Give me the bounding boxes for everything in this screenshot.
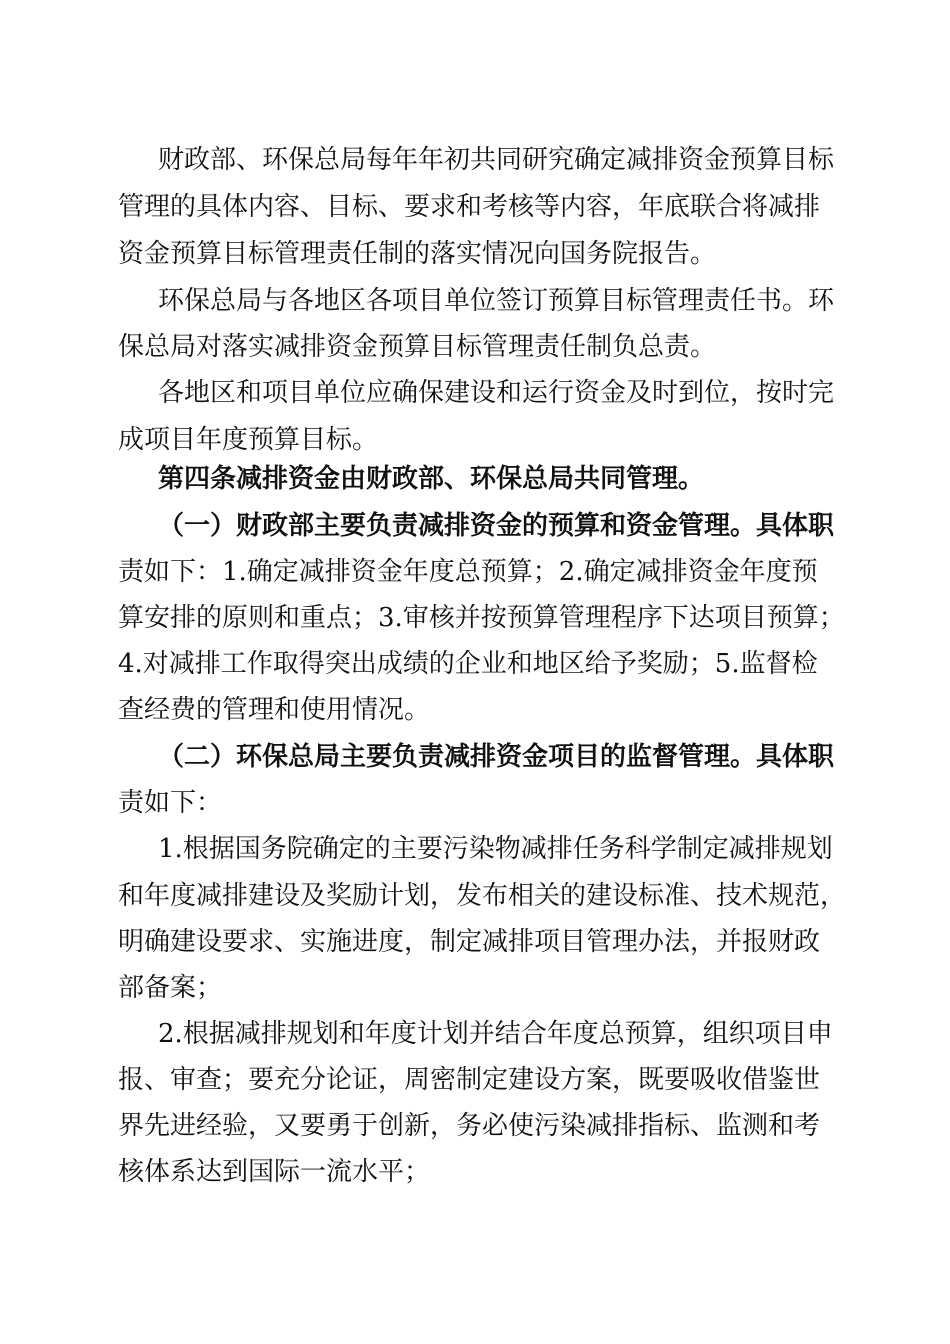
paragraph-7-line-4: 部备案； — [118, 973, 223, 1003]
paragraph-3-line-1: 各地区和项目单位应确保建设和运行资金及时到位，按时完 — [158, 378, 835, 408]
paragraph-7-line-3: 明确建设要求、实施进度，制定减排项目管理办法，并报财政 — [118, 927, 821, 957]
paragraph-7-line-1: 1.根据国务院确定的主要污染物减排任务科学制定减排规划 — [158, 834, 833, 864]
paragraph-5-line-4: 4.对减排工作取得突出成绩的企业和地区给予奖励；5.监督检 — [118, 649, 818, 679]
paragraph-5-line-5: 查经费的管理和使用情况。 — [118, 695, 431, 725]
paragraph-8-line-1: 2.根据减排规划和年度计划并结合年度总预算，组织项目申 — [158, 1019, 833, 1049]
paragraph-3-line-2: 成项目年度预算目标。 — [118, 425, 379, 455]
paragraph-8-line-2: 报、审查；要充分论证，周密制定建设方案，既要吸收借鉴世 — [118, 1065, 821, 1095]
paragraph-1-line-3: 资金预算目标管理责任制的落实情况向国务院报告。 — [118, 239, 717, 269]
paragraph-8-line-3: 界先进经验，又要勇于创新，务必使污染减排指标、监测和考 — [118, 1111, 821, 1141]
paragraph-1-line-1: 财政部、环保总局每年年初共同研究确定减排资金预算目标 — [158, 145, 835, 175]
paragraph-6-line-2: 责如下： — [118, 788, 223, 818]
paragraph-5-line-3: 算安排的原则和重点；3.审核并按预算管理程序下达项目预算； — [118, 603, 845, 633]
article-4-heading: 第四条减排资金由财政部、环保总局共同管理。 — [158, 464, 705, 494]
paragraph-2-line-1: 环保总局与各地区各项目单位签订预算目标管理责任书。环 — [158, 286, 835, 316]
paragraph-6-line-1: （二）环保总局主要负责减排资金项目的监督管理。具体职 — [158, 742, 835, 772]
paragraph-5-line-2: 责如下：1.确定减排资金年度总预算；2.确定减排资金年度预 — [118, 557, 818, 587]
paragraph-1-line-2: 管理的具体内容、目标、要求和考核等内容，年底联合将减排 — [118, 192, 821, 222]
paragraph-8-line-4: 核体系达到国际一流水平； — [118, 1157, 431, 1187]
paragraph-7-line-2: 和年度减排建设及奖励计划，发布相关的建设标准、技术规范， — [118, 881, 847, 911]
paragraph-2-line-2: 保总局对落实减排资金预算目标管理责任制负总责。 — [118, 332, 717, 362]
paragraph-5-line-1: （一）财政部主要负责减排资金的预算和资金管理。具体职 — [158, 511, 835, 541]
